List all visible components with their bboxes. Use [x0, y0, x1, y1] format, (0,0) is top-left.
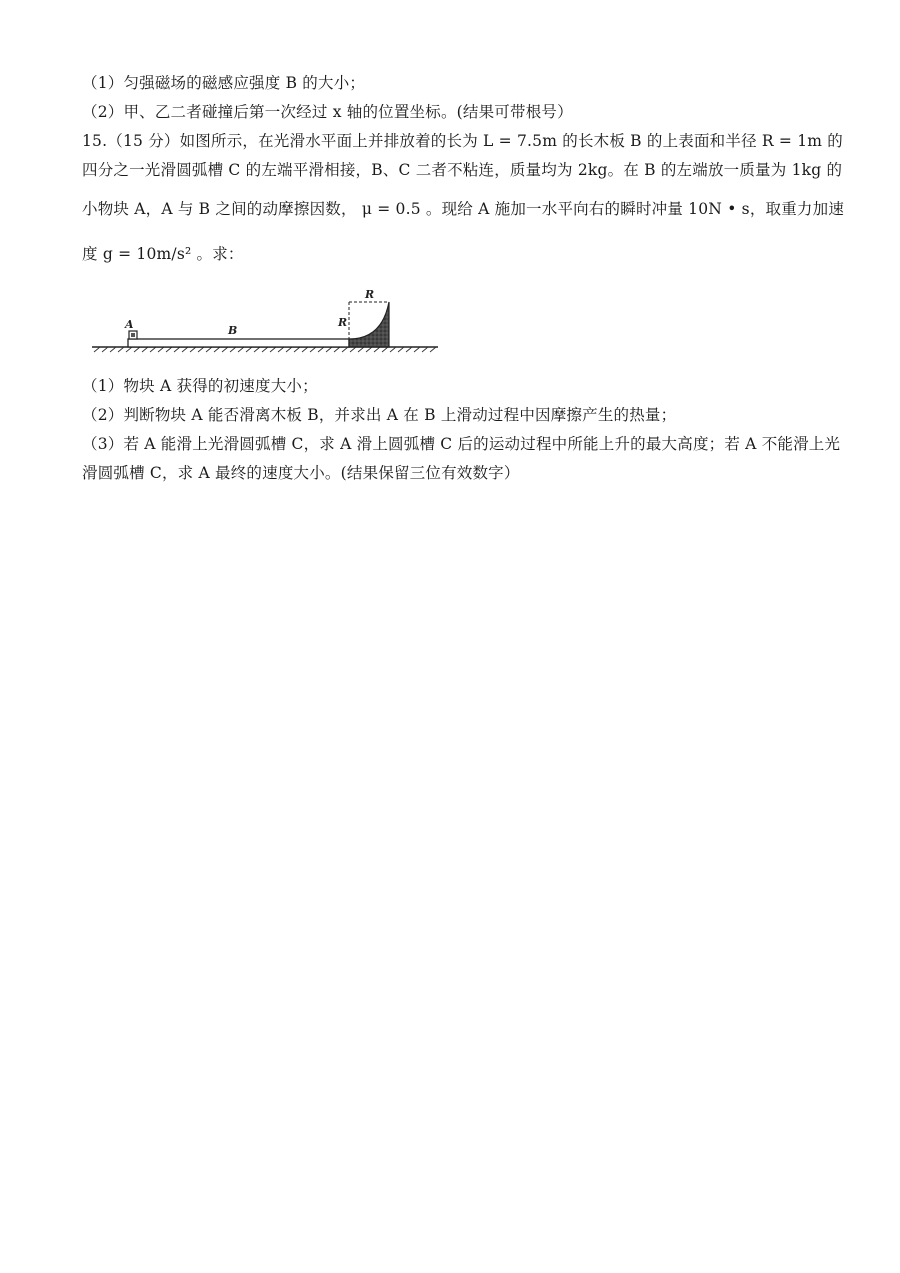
arc-groove-c — [349, 302, 389, 347]
question15-sub3-line1: （3）若 A 能滑上光滑圆弧槽 C，求 A 滑上圆弧槽 C 后的运动过程中所能上升的最大高度；若 A 不能滑上光 — [82, 435, 841, 453]
question15-sub3-line2: 滑圆弧槽 C，求 A 最终的速度大小。(结果保留三位有效数字） — [82, 464, 520, 482]
question15-line2: 四分之一光滑圆弧槽 C 的左端平滑相接，B、C 二者不粘连，质量均为 2kg。在 B 的左端放一质量为 1kg 的 — [82, 161, 843, 179]
question15-sub1: （1）物块 A 获得的初速度大小； — [82, 377, 318, 395]
board-b — [128, 339, 349, 347]
prev-question-part1: （1）匀强磁场的磁感应强度 B 的大小； — [82, 74, 366, 92]
prev-question-part2: （2）甲、乙二者碰撞后第一次经过 x 轴的位置坐标。(结果可带根号） — [82, 103, 573, 121]
question15-line4: 度 g = 10m/s² 。求： — [82, 245, 244, 263]
label-r-side: R — [338, 316, 348, 329]
label-b: B — [228, 324, 238, 337]
question15-line1: 15.（15 分）如图所示，在光滑水平面上并排放着的长为 L = 7.5m 的长木板 B 的上表面和半径 R = 1m 的 — [82, 132, 844, 150]
label-r-top: R — [365, 288, 375, 301]
physics-diagram — [92, 282, 442, 354]
question15-line3: 小物块 A，A 与 B 之间的动摩擦因数， μ = 0.5 。现给 A 施加一水平向右的瞬时冲量 10N • s，取重力加速 — [82, 200, 845, 218]
question15-sub2: （2）判断物块 A 能否滑离木板 B，并求出 A 在 B 上滑动过程中因摩擦产生的热量； — [82, 406, 677, 424]
label-a: A — [125, 318, 134, 331]
